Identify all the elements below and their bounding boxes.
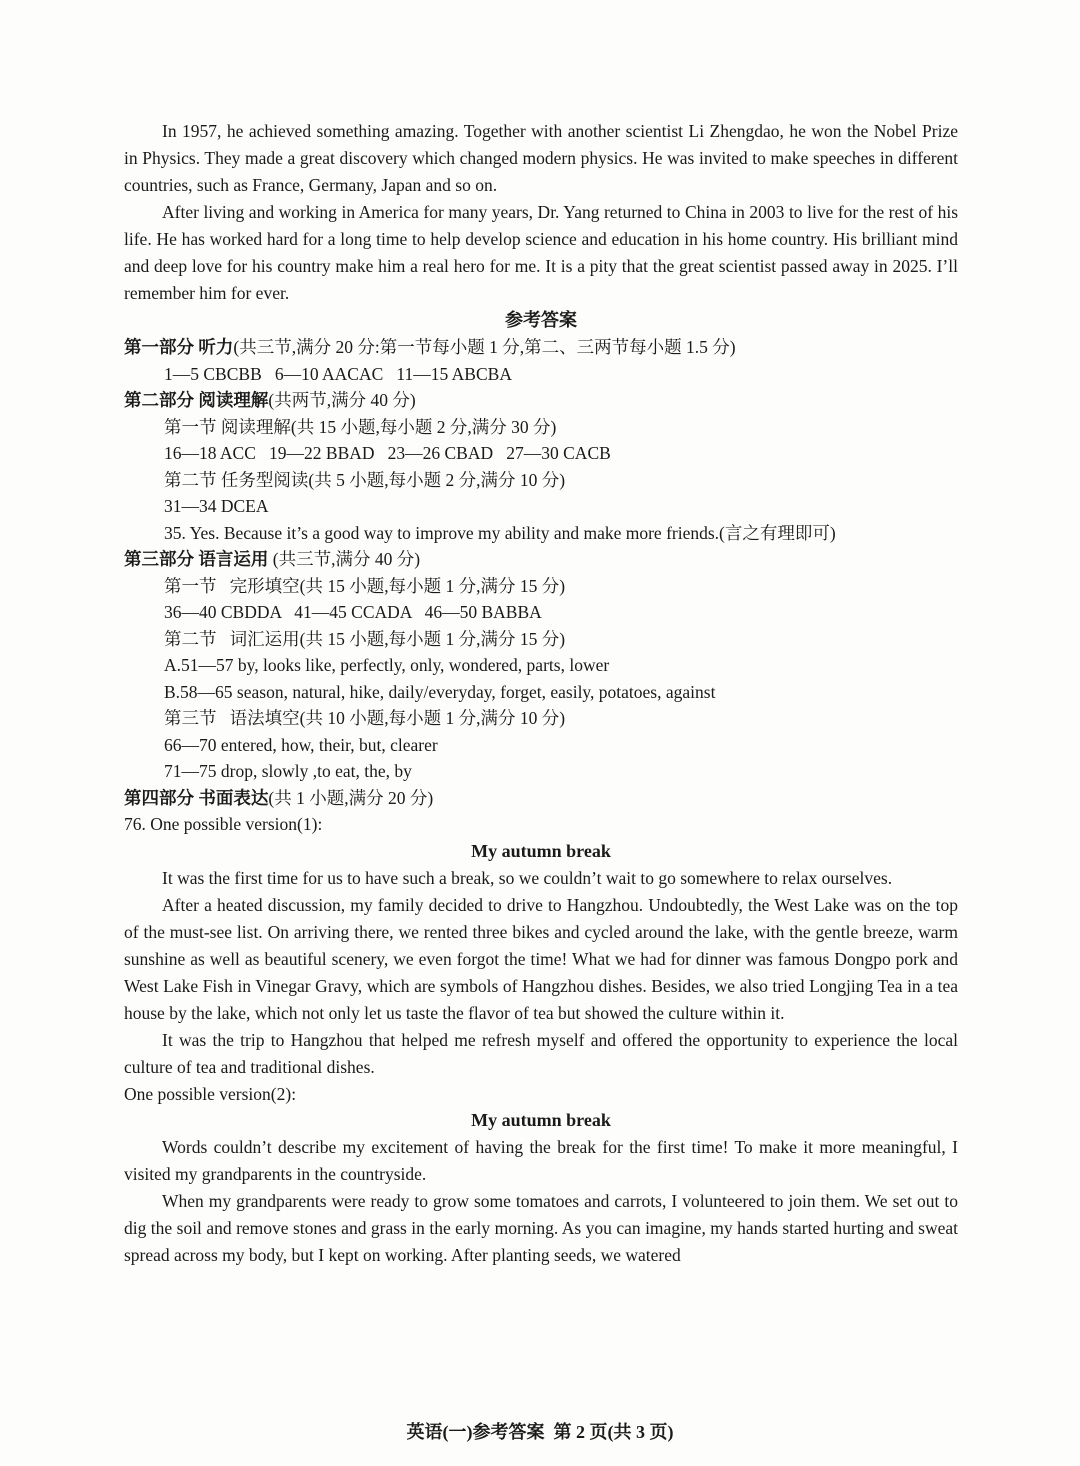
part2-section2: 第二节 任务型阅读(共 5 小题,每小题 2 分,满分 10 分) <box>164 469 566 490</box>
part3-section2-a: A.51—57 by, looks like, perfectly, only, wondered, parts, lower <box>164 655 610 675</box>
part3-section3-b: 71—75 drop, slowly ,to eat, the, by <box>164 761 412 781</box>
part2-desc: (共两节,满分 40 分) <box>268 390 416 410</box>
part4-title: 第四部分 书面表达 <box>124 787 269 808</box>
passage-paragraph-2: After living and working in America for many years, Dr. Yang returned to China in 2003 to live for the rest of his life. He has worked hard for a long time to help develop science and education in his home country. His brilliant mind and deep love for his country make him a real hero for me. It is a pity that the great scientist passed away in 2025. I’ll remember him for ever. <box>124 202 958 303</box>
part1-heading <box>124 334 958 361</box>
essay1-paragraph-3: It was the trip to Hangzhou that helped me refresh myself and offered the opportunity to experience the local culture of tea and traditional dishes. <box>124 1029 958 1077</box>
answer-sheet-page <box>124 118 958 1269</box>
essay1-title: My autumn break <box>471 840 611 861</box>
part3-section1: 第一节 完形填空(共 15 小题,每小题 1 分,满分 15 分) <box>164 575 566 596</box>
essay1-paragraph-2: After a heated discussion, my family decided to drive to Hangzhou. Undoubtedly, the West Lake was on the top of the must-see list. On arriving there, we rented three bikes and cycled around the lake, with the gentle breeze, warm sunshine as well as beautiful scenery, we even forgot the time! What we had for dinner was famous Dongpo pork and West Lake Fish in Vinegar Gravy, which are symbols of Hangzhou dishes. Besides, we also tried Longjing Tea in a tea house by the lake, which not only let us taste the flavor of tea but showed the culture within it. <box>124 894 958 1023</box>
part1-desc: (共三节,满分 20 分:第一节每小题 1 分,第二、三两节每小题 1.5 分) <box>233 337 736 357</box>
essay2-paragraph-1: Words couldn’t describe my excitement of having the break for the first time! To make it more meaningful, I visited my grandparents in the countryside. <box>124 1137 958 1184</box>
part2-section2-answers: 31—34 DCEA <box>164 496 269 516</box>
part3-section2: 第二节 词汇运用(共 15 小题,每小题 1 分,满分 15 分) <box>164 628 566 649</box>
part1-title: 第一部分 听力 <box>124 337 234 357</box>
part4-desc: (共 1 小题,满分 20 分) <box>268 787 434 808</box>
part3-heading <box>124 546 958 573</box>
page-footer: 英语(一)参考答案 第 2 页(共 3 页) <box>406 1422 674 1442</box>
part2-question35: 35. Yes. Because it’s a good way to improve my ability and make more friends.(言之有理即可) <box>164 522 836 543</box>
part3-title: 第三部分 语言运用 <box>124 549 269 569</box>
part2-heading <box>124 387 958 414</box>
answers-title: 参考答案 <box>505 310 577 330</box>
part3-section3-a: 66—70 entered, how, their, but, clearer <box>164 734 438 755</box>
part2-title: 第二部分 阅读理解 <box>124 390 269 410</box>
essay2-paragraph-2: When my grandparents were ready to grow some tomatoes and carrots, I volunteered to join them. We set out to dig the soil and remove stones and grass in the early morning. As you can imagine, my hands started hurting and sweat spread across my body, but I kept on working. After planting seeds, we watered <box>124 1191 958 1265</box>
essay1-paragraph-1: It was the first time for us to have such a break, so we couldn’t wait to go somewhere to relax ourselves. <box>162 867 893 888</box>
part2-section1: 第一节 阅读理解(共 15 小题,每小题 2 分,满分 30 分) <box>164 416 557 437</box>
part4-heading <box>124 785 958 812</box>
passage-paragraph-1: In 1957, he achieved something amazing. Together with another scientist Li Zhengdao, he won the Nobel Prize in Physics. They made a great discovery which changed modern physics. He was invited to make speeches in different countries, such as France, Germany, Japan and so on. <box>124 121 958 195</box>
essay2-label: One possible version(2): <box>124 1083 297 1104</box>
essay2-title: My autumn break <box>471 1110 611 1130</box>
part3-section2-b: B.58—65 season, natural, hike, daily/everyday, forget, easily, potatoes, against <box>164 681 716 702</box>
essay1-label: 76. One possible version(1): <box>124 814 323 834</box>
part1-answers: 1—5 CBCBB 6—10 AACAC 11—15 ABCBA <box>164 363 512 384</box>
part3-desc: (共三节,满分 40 分) <box>268 549 421 569</box>
part3-section1-answers: 36—40 CBDDA 41—45 CCADA 46—50 BABBA <box>164 602 542 622</box>
part3-section3: 第三节 语法填空(共 10 小题,每小题 1 分,满分 10 分) <box>164 708 566 728</box>
part2-section1-answers: 16—18 ACC 19—22 BBAD 23—26 CBAD 27—30 CACB <box>164 443 611 463</box>
